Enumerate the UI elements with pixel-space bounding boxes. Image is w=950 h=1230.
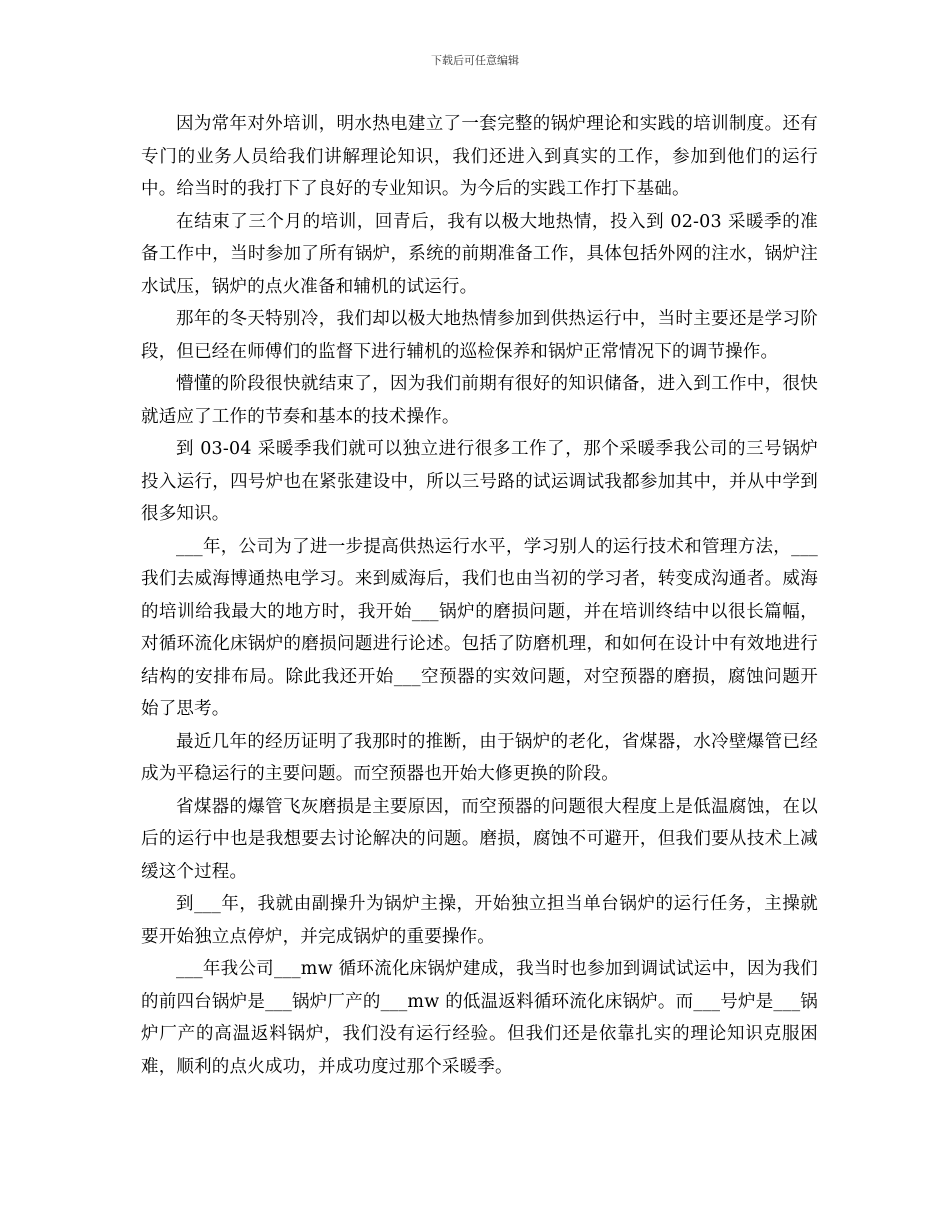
document-body: [141, 108, 818, 1083]
paragraph: 到___年，我就由副操升为锅炉主操，开始独立担当单台锅炉的运行任务，主操就要开始独立点停炉，并完成锅炉的重要操作。: [141, 894, 818, 947]
paragraph: ___年，公司为了进一步提高供热运行水平，学习别人的运行技术和管理方法，___我们去威海博通热电学习。来到威海后，我们也由当初的学习者，转变成沟通者。威海的培训给我最大的地方时，我开始___锅炉的磨损问题，并在培训终结中以很长篇幅，对循环流化床锅炉的磨损问题进行论述。包括了防磨机理，和如何在设计中有效地进行结构的安排布局。除此我还开始___空预器的实效问题，对空预器的磨损，腐蚀问题开始了思考。: [141, 536, 818, 719]
paragraph: 省煤器的爆管飞灰磨损是主要原因，而空预器的问题很大程度上是低温腐蚀，在以后的运行中也是我想要去讨论解决的问题。磨损，腐蚀不可避开，但我们要从技术上减缓这个过程。: [141, 796, 818, 882]
paragraph: 在结束了三个月的培训，回青后，我有以极大地热情，投入到 02-03 采暖季的准备工作中，当时参加了所有锅炉，系统的前期准备工作，具体包括外网的注水，锅炉注水试压，锅炉的点火准备和辅机的试运行。: [141, 211, 818, 297]
paragraph: 因为常年对外培训，明水热电建立了一套完整的锅炉理论和实践的培训制度。还有专门的业务人员给我们讲解理论知识，我们还进入到真实的工作，参加到他们的运行中。给当时的我打下了良好的专业知识。为今后的实践工作打下基础。: [141, 114, 818, 199]
page-header: 下载后可任意编辑: [431, 54, 519, 67]
paragraph: 最近几年的经历证明了我那时的推断，由于锅炉的老化，省煤器，水冷壁爆管已经成为平稳运行的主要问题。而空预器也开始大修更换的阶段。: [141, 731, 818, 784]
paragraph: 那年的冬天特别冷，我们却以极大地热情参加到供热运行中，当时主要还是学习阶段，但已经在师傅们的监督下进行辅机的巡检保养和锅炉正常情况下的调节操作。: [141, 309, 818, 362]
paragraph: ___年我公司___mw 循环流化床锅炉建成，我当时也参加到调试试运中，因为我们的前四台锅炉是___锅炉厂产的___mw 的低温返料循环流化床锅炉。而___号炉是___锅炉厂产的高温返料锅炉，我们没有运行经验。但我们还是依靠扎实的理论知识克服困难，顺利的点火成功，并成功度过那个采暖季。: [141, 959, 818, 1077]
paragraph: 到 03-04 采暖季我们就可以独立进行很多工作了，那个采暖季我公司的三号锅炉投入运行，四号炉也在紧张建设中，所以三号路的试运调试我都参加其中，并从中学到很多知识。: [141, 439, 818, 524]
paragraph: 懵懂的阶段很快就结束了，因为我们前期有很好的知识储备，进入到工作中，很快就适应了工作的节奏和基本的技术操作。: [141, 374, 818, 427]
